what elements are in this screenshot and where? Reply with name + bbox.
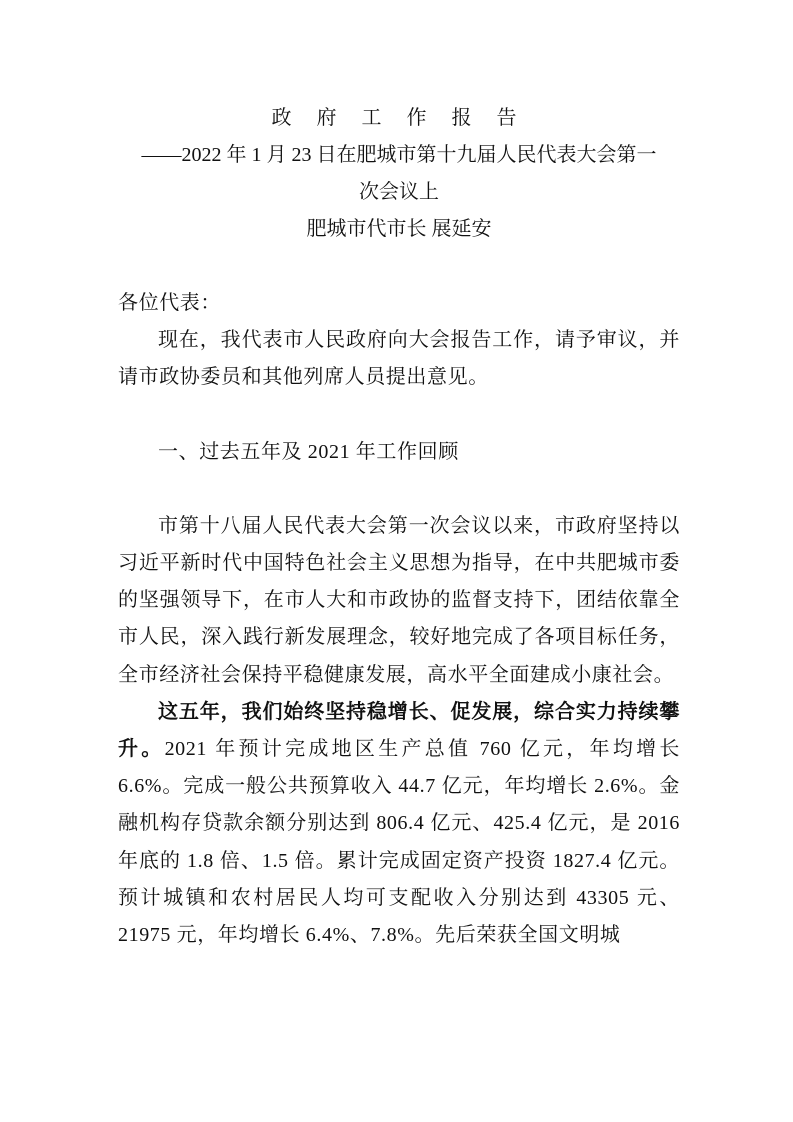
spacer — [118, 248, 680, 285]
paragraph-body: 2021 年预计完成地区生产总值 760 亿元，年均增长 6.6%。完成一般公共预算收入 44.7 亿元，年均增长 2.6%。金融机构存贷款余额分别达到 806.4 亿元、425.4 亿元，是 2016 年底的 1.8 倍、1.5 倍。累计完成固定资产投资 1827.4 亿元。预计城镇和农村居民人均可支配收入分别达到 43305 元、21975 元，年均增长 6.4%、7.8%。先后荣获全国文明城 — [118, 738, 680, 947]
paragraph-five-years — [118, 694, 680, 954]
paragraph-review: 市第十八届人民代表大会第一次会议以来，市政府坚持以习近平新时代中国特色社会主义思想为指导，在中共肥城市委的坚强领导下，在市人大和市政协的监督支持下，团结依靠全市人民，深入践行新发展理念，较好地完成了各项目标任务，全市经济社会保持平稳健康发展，高水平全面建成小康社会。 — [118, 514, 680, 686]
document-title: 政 府 工 作 报 告 — [271, 107, 527, 129]
section-heading: 一、过去五年及 2021 年工作回顾 — [158, 440, 459, 463]
document-subtitle-line1: ——2022 年 1 月 23 日在肥城市第十九届人民代表大会第一 — [141, 144, 657, 166]
spacer — [118, 471, 680, 508]
paragraph-lead-bold: 这五年，我们始终坚持稳增长、促发展，综合实力持续攀升。 — [118, 700, 680, 761]
spacer — [118, 397, 680, 434]
document-author: 肥城市代市长 展延安 — [306, 218, 492, 240]
salutation: 各位代表： — [118, 292, 221, 314]
document-page — [118, 100, 680, 954]
intro-paragraph: 现在，我代表市人民政府向大会报告工作，请予审议，并请市政协委员和其他列席人员提出意见。 — [118, 329, 680, 389]
document-subtitle-line2: 次会议上 — [359, 181, 439, 203]
